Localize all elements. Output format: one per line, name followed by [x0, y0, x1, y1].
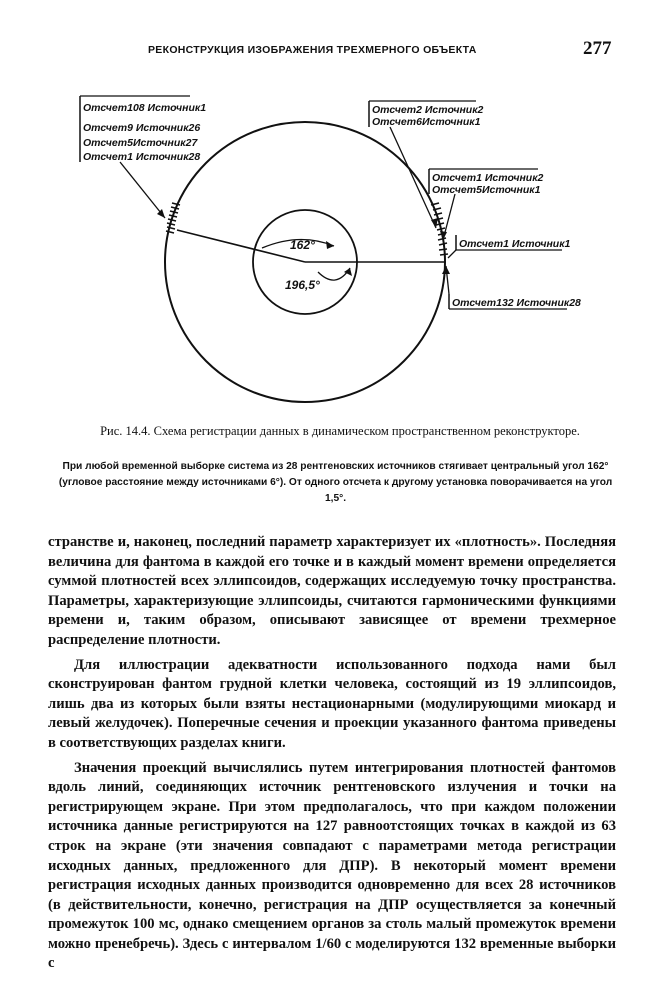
label-right-1: Отсчет1 Источник2: [432, 172, 544, 184]
pointer-right-single: [448, 250, 456, 258]
angle-label-top: 162°: [290, 238, 315, 252]
paragraph-1: странстве и, наконец, последний параметр характеризует их «плотность». Последняя величина для фантома в каждой его точке и в каждый момент времени определяется суммой плотностей всех эллипсоидов, содержащих исследуемую точку пространства. Параметры, характеризующие эллипсоиды, считаются гармоническими функциями времени и, таким образом, описывают зависящее от времени трехмерное распределение плотности.: [48, 534, 616, 648]
running-head: РЕКОНСТРУКЦИЯ ИЗОБРАЖЕНИЯ ТРЕХМЕРНОГО ОБЪЕКТА: [148, 44, 477, 56]
pointer-left: [120, 162, 165, 218]
label-left-3: Отсчет5Источник27: [83, 137, 198, 149]
label-topright-1: Отсчет2 Источник2: [372, 104, 484, 116]
label-right-single: Отсчет1 Источник1: [459, 238, 571, 250]
label-left-4: Отсчет1 Источник28: [83, 151, 201, 163]
body-text: [48, 533, 616, 974]
paragraph-3: Значения проекций вычислялись путем интегрирования плотностей фантомов вдоль линий, соединяющих источник рентгеновского излучения и точки на регистрирующем экране. При этом предполагалось, что при каждом положении источника данные регистрируются на 127 равноотстоящих точках в каждой из 63 строк на экране (эти значения совпадают с параметрами метода регистрации исходных данных, предложенного для ДПР). В некоторый момент времени регистрация исходных данных производится одновременно для всех 28 источников (в действительности, конечно, регистрация на ДПР осуществляется за конечный промежуток 100 мс, однако смещением органов за столь малый промежуток времени можно пренебречь). Здесь с интервалом 1/60 с моделируются 132 временные выборки с: [48, 759, 616, 972]
figure-diagram: [0, 0, 665, 420]
figure-caption-title: Рис. 14.4. Схема регистрации данных в динамическом пространственном реконструкторе.: [100, 424, 580, 438]
figure-caption-note: При любой временной выборке система из 28 рентгеновских источников стягивает центральный угол 162° (угловое расстояние между источниками 6°). От одного отсчета к другому установка поворачивается на угол 1,5°.: [58, 461, 613, 504]
label-right-2: Отсчет5Источник1: [432, 184, 541, 196]
label-left-1: Отсчет108 Источник1: [83, 102, 207, 114]
label-bottom-right: Отсчет132 Источник28: [452, 297, 581, 309]
page-number: 277: [583, 38, 612, 59]
label-topright-2: Отсчет6Источник1: [372, 116, 481, 128]
paragraph-2: Для иллюстрации адекватности использованного подхода нами был сконструирован фантом грудной клетки человека, состоящий из 19 эллипсоидов, лишь два из которых были взяты нестационарными (модулирующими миокард и левый желудочек). Поперечные сечения и проекции указанного фантома приведены в соответствующих разделах книги.: [48, 656, 616, 751]
ray-left: [177, 230, 305, 262]
angle-label-bottom: 196,5°: [285, 278, 320, 292]
angle-arc-bottom: [318, 268, 350, 280]
label-left-2: Отсчет9 Источник26: [83, 122, 201, 134]
